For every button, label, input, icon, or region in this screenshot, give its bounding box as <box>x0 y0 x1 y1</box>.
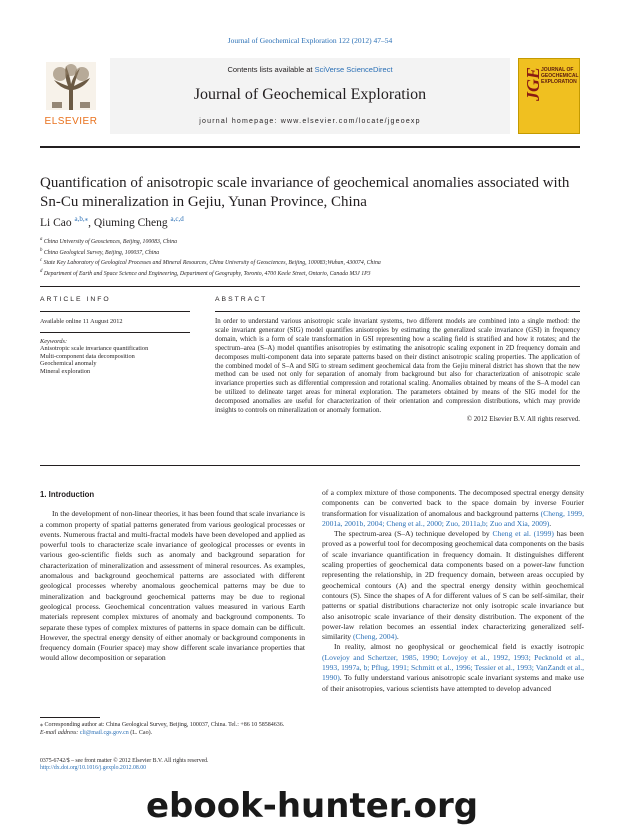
author-1-affiliation[interactable]: a,b,⁎ <box>74 215 89 223</box>
elsevier-wordmark: ELSEVIER <box>44 116 98 127</box>
paragraph: The spectrum-area (S–A) technique developed by Cheng et al. (1999) has been proved as a powerful tool for decomposing geochemical data components on the basis of scale invariance quantification in frequency domain. It distinguishes different scaling properties of geochemical data components based on a power-law function representing the relationship, in 2D frequency domain, between areas occupied by geochemical contours (A) and the spectral energy density within geochemical contours (S). Since the shapes of A for different values of S can be self-similar, their patterns or spatial distributions characterize not only isotropic scale invariance but also anisotropic scale invariance of their density distribution. The exponent of the power-law relation becomes an essential index characterizing generalized self-similarity (Cheng, 2004). <box>322 529 584 642</box>
watermark: ebook-hunter.org <box>146 786 479 826</box>
abstract-text: In order to understand various anisotropic scale invariant systems, two different models are combined into a single method: the scale invariant generator (SIG) model quantifies anisotropies by estimating the generalized scale invariance (GSI) in frequency domain, which is a form of scale transformation in GSI representing how a scaling field is stratified and how it rotates; and the spectrum–area (S–A) model quantifies anisotropies by estimating the anisotropic scaling exponent in 2D frequency domain and decomposes multi-component data into separate patterns based on their distinct anisotropic scaling properties. The application of the combined model of S–A and SIG to stream sediment geochemical data from the Gejiu mineral district has shown that the new method can be used not only for separation of anomaly from background but also for characterization of anisotropic scale invariance properties such as differential compression and rotational scaling. Anomalies obtained by means of the S–A model can be utilized to delineate target areas for mineral exploration. The parameters obtained by means of the SIG model for the decomposed anomalies are useful for characterization of their orientation and compression distributions, which may provide insights to controls on mineralization or anomaly formation. <box>215 318 580 415</box>
author-1: Li Cao <box>40 216 72 229</box>
right-column <box>322 488 584 694</box>
keyword: Multi-component data decomposition <box>40 352 135 360</box>
author-line <box>40 215 580 229</box>
abstract-rule <box>215 311 580 312</box>
keyword: Anisotropic scale invariance quantification <box>40 345 149 353</box>
contents-line <box>110 65 510 74</box>
email-link[interactable]: cli@mail.cgs.gov.cn <box>79 729 129 736</box>
journal-title: Journal of Geochemical Exploration <box>193 86 427 103</box>
affiliation-item: $^b$ China Geological Survey, Beijing, 100037, China <box>40 247 160 256</box>
contents-prefix: Contents lists available at <box>227 65 315 74</box>
doi-link[interactable]: http://dx.doi.org/10.1016/j.gexplo.2012.08.00 <box>40 765 147 772</box>
cover-title: JOURNAL OF GEOCHEMICAL EXPLORATION <box>541 67 579 85</box>
citation-link[interactable]: (Cheng, 2004) <box>353 632 397 642</box>
citation-link[interactable]: (Lovejoy and Schertzer, 1985, 1990; Lovejoy et al., 1992, 1993; Pecknold et al., 1993, 1997a, b; Pflug, 1991; Schmitt et al., 1996; Tessier et al., 1993; VanZandt et al., 1990) <box>322 652 584 683</box>
journal-citation[interactable]: Journal of Geochemical Exploration 122 (2012) 47–54 <box>227 36 393 45</box>
citation-link[interactable]: (Cheng, 1999, 2001a, 2001b, 2004; Cheng et al., 2000; Zuo, 2011a,b; Zuo and Xia, 2009) <box>322 508 584 528</box>
intro-paragraph: In the development of non-linear theories, it has been found that scale invariance is a common property of spatial patterns generated from various geological processes or events. Numerous fractal and multi-fractal models have been developed and applied as powerful tools to characterize scale invariance of geological processes or events in various geo-scientific fields such as anomaly and background separation for characterization of mineralization and assessment of mineral resources. As examples, anomalous and background geochemical patterns are associated with different geological processes whereby anomalous geochemical patterns may be due to mineralization and background geochemical patterns may be due to regional geological process. Geochemical concentration values measured in various Earth materials represent complex mixtures of anomaly and background components. To separate these types of complex mixtures of patterns in space domain can be difficult. However, the spectral energy density of either anomaly or background components in frequency domain (Fourier space) may show different scale invariance properties that would allow decomposition or separation <box>40 509 305 663</box>
affiliation-item: $^d$ Department of Earth and Space Science and Engineering, Department of Geography, Toronto, 4700 Keele Street, Ontario, Canada M3J 1P3 <box>40 268 371 277</box>
email-line: E-mail address: cli@mail.cgs.gov.cn (L. Cao). <box>40 729 153 736</box>
section-rule <box>40 286 580 287</box>
elsevier-logo <box>40 58 102 134</box>
info-rule <box>40 311 190 312</box>
affiliation-item: $^a$ China University of Geosciences, Beijing, 100083, China <box>40 237 178 245</box>
sciencedirect-link[interactable]: SciVerse ScienceDirect <box>314 65 393 74</box>
keyword: Mineral exploration <box>40 367 91 375</box>
intro-heading: 1. Introduction <box>40 490 95 499</box>
affiliation-item: $^c$ State Key Laboratory of Geological Processes and Mineral Resources, China University of Geosciences, Beijing, 100083;Wuhan, 430074, China <box>40 258 381 266</box>
abstract <box>215 296 580 425</box>
available-online: Available online 11 August 2012 <box>40 318 123 325</box>
journal-cover-thumbnail <box>518 58 580 134</box>
keyword: Geochemical anomaly <box>40 360 97 368</box>
author-separator: , <box>88 216 94 229</box>
journal-homepage[interactable]: journal homepage: www.elsevier.com/locate/jgeoexp <box>199 118 421 125</box>
issn-line: 0375-6742/$ – see front matter © 2012 Elsevier B.V. All rights reserved. <box>40 758 209 764</box>
elsevier-tree-icon <box>46 62 96 110</box>
footnote-rule <box>40 717 100 718</box>
author-2-affiliation[interactable]: a,c,d <box>170 215 184 223</box>
footnotes <box>40 722 305 738</box>
citation-link[interactable]: Cheng et al. (1999) <box>492 529 554 539</box>
journal-header <box>40 58 580 134</box>
header-rule <box>40 146 580 148</box>
left-column <box>40 490 305 664</box>
publication-info <box>40 758 340 772</box>
article-title: Quantification of anisotropic scale invariance of geochemical anomalies associated with Sn-Cu mineralization in Gejiu, Yunan Province, China <box>40 175 570 210</box>
cover-abbrev: JGE <box>523 67 543 102</box>
abstract-heading: ABSTRACT <box>215 296 268 303</box>
article-info <box>40 296 190 376</box>
abstract-bottom-rule <box>40 465 580 466</box>
keywords-label: Keywords: <box>40 337 68 345</box>
corresponding-author: ⁎ Corresponding author at: China Geological Survey, Beijing, 100037, China. Tel.: +86 10 58584636. <box>40 722 285 728</box>
info-rule <box>40 332 190 333</box>
paragraph: In reality, almost no geophysical or geochemical field is exactly isotropic (Lovejoy and Schertzer, 1985, 1990; Lovejoy et al., 1992, 1993; Pecknold et al., 1993, 1997a, b; Pflug, 1991; Schmitt et al., 1996; Tessier et al., 1993; VanZandt et al., 1990). To fully understand various anisotropic scale invariant systems and make use of their anisotropies, various scientists have attempted to develop advanced <box>322 642 584 693</box>
article-info-heading: ARTICLE INFO <box>40 296 111 303</box>
journal-banner <box>110 58 510 134</box>
affiliations <box>40 236 580 278</box>
paragraph: of a complex mixture of those components. The decomposed spectral energy density components can be converted back to the space domain by inverse Fourier transformation for visualization of anomalous and background patterns (Cheng, 1999, 2001a, 2001b, 2004; Cheng et al., 2000; Zuo, 2011a,b; Zuo and Xia, 2009). <box>322 488 584 528</box>
copyright: © 2012 Elsevier B.V. All rights reserved. <box>466 415 580 423</box>
author-2: Qiuming Cheng <box>93 216 168 229</box>
